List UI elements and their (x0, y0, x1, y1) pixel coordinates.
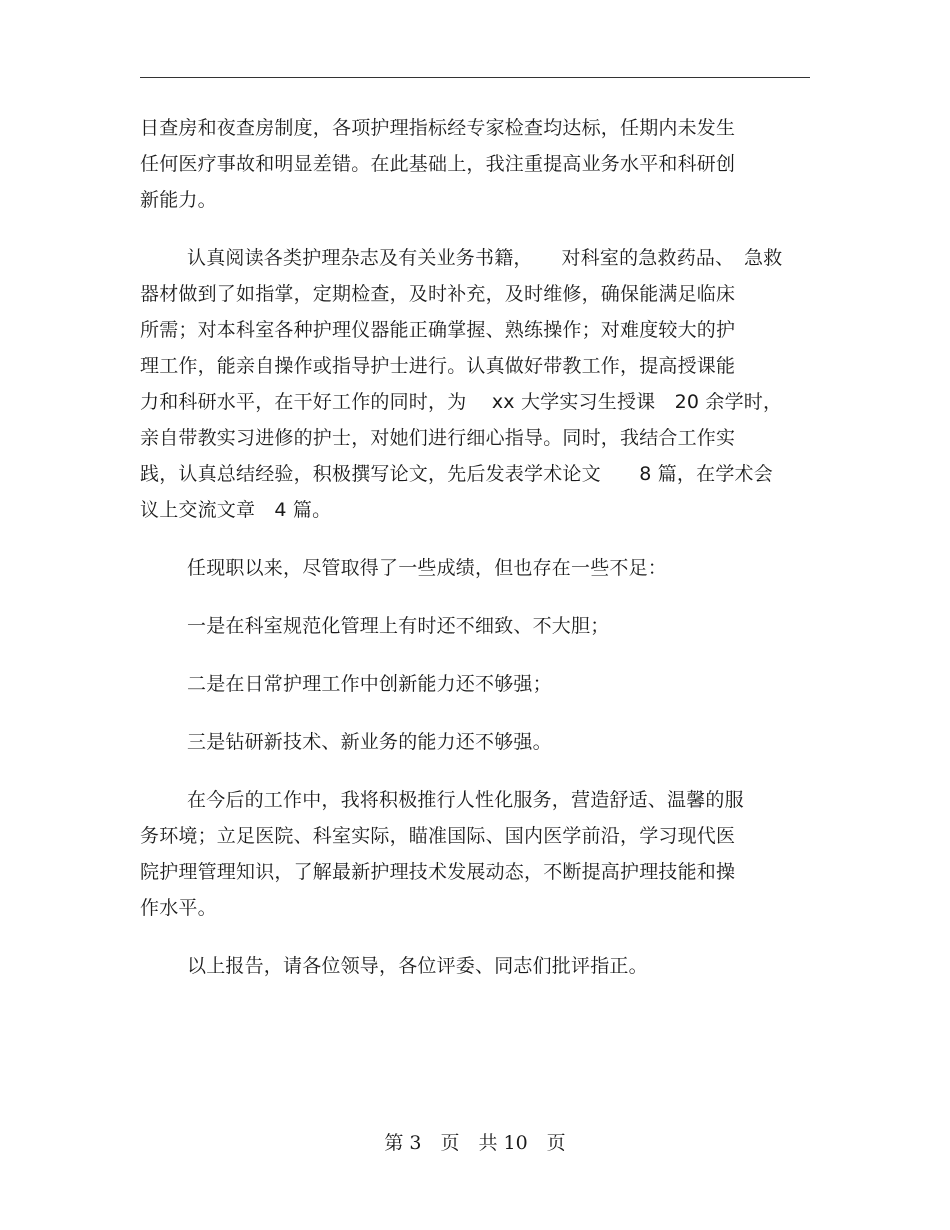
text-line: 日查房和夜查房制度，各项护理指标经专家检查均达标，任期内未发生 (140, 117, 736, 139)
text-line: 理工作，能亲自操作或指导护士进行。认真做好带教工作，提高授课能 (140, 355, 736, 377)
page-number-footer: 第 3 页 共 10 页 (384, 1132, 566, 1154)
text-line: 务环境；立足医院、科室实际，瞄准国际、国内医学前沿，学习现代医 (140, 825, 736, 847)
document-body (140, 110, 820, 1006)
text-line: 任现职以来，尽管取得了一些成绩，但也存在一些不足： (187, 557, 668, 579)
paragraph (140, 782, 820, 926)
text-line: 以上报告，请各位领导，各位评委、同志们批评指正。 (187, 955, 648, 977)
text-line: 亲自带教实习进修的护士，对她们进行细心指导。同时，我结合工作实 (140, 427, 736, 449)
paragraph (140, 240, 820, 528)
header-rule (140, 77, 810, 78)
text-line: 任何医疗事故和明显差错。在此基础上，我注重提高业务水平和科研创 (140, 153, 736, 175)
text-line: 议上交流文章 4 篇。 (140, 499, 332, 521)
text-line: 作水平。 (140, 897, 217, 919)
text-line: 一是在科室规范化管理上有时还不细致、不大胆； (187, 615, 610, 637)
text-line: 院护理管理知识，了解最新护理技术发展动态，不断提高护理技能和操 (140, 861, 736, 883)
text-line: 践，认真总结经验，积极撰写论文，先后发表学术论文 8 篇，在学术会 (140, 463, 773, 485)
text-line: 新能力。 (140, 189, 217, 211)
text-line: 在今后的工作中，我将积极推行人性化服务，营造舒适、温馨的服 (187, 789, 744, 811)
text-line: 器材做到了如指掌，定期检查，及时补充，及时维修，确保能满足临床 (140, 283, 736, 305)
text-line: 二是在日常护理工作中创新能力还不够强； (187, 673, 552, 695)
text-line: 三是钻研新技术、新业务的能力还不够强。 (187, 731, 552, 753)
paragraph (140, 608, 820, 644)
paragraph (140, 724, 820, 760)
paragraph (140, 550, 820, 586)
paragraph (140, 948, 820, 984)
paragraph (140, 110, 820, 218)
text-line: 认真阅读各类护理杂志及有关业务书籍， 对科室的急救药品、 急救 (187, 247, 783, 269)
text-line: 所需；对本科室各种护理仪器能正确掌握、熟练操作；对难度较大的护 (140, 319, 736, 341)
text-line: 力和科研水平，在干好工作的同时，为 xx 大学实习生授课 20 余学时， (140, 391, 783, 413)
paragraph (140, 666, 820, 702)
